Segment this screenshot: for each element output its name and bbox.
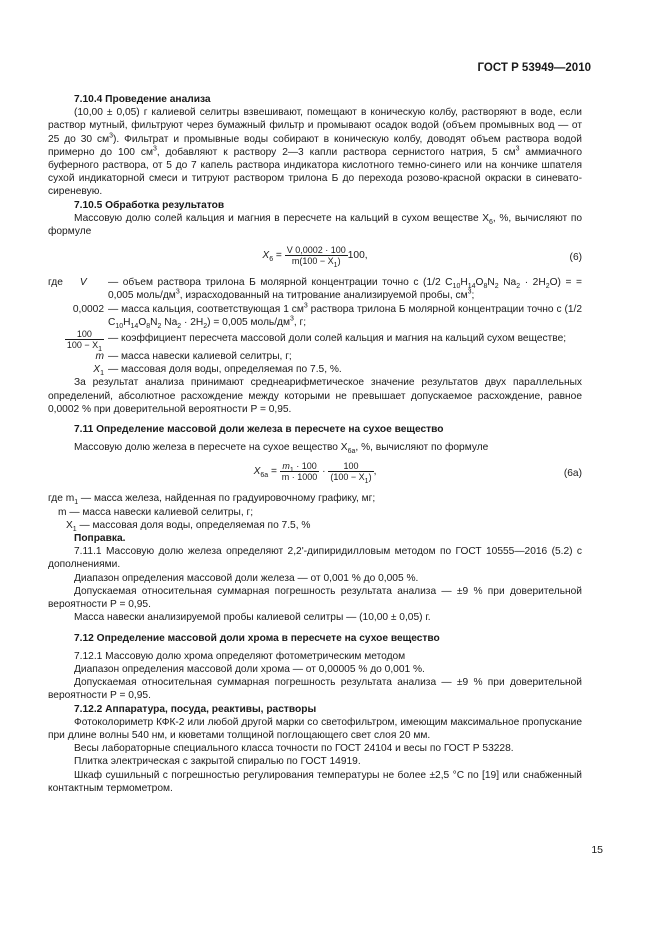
section-7-12-2-hotplate: Плитка электрическая с закрытой спиралью по ГОСТ 14919.: [74, 756, 361, 768]
definition-0-0002: 0,0002 — масса кальция, соответствующая 1 $см^3$ раствора трилона Б молярной концентрации точно c (1/2 $C_{10}H_{14}O_8N_2$ $Na_2 \cdot 2H_2) = 0,005$ моль/$дм^3$, г;: [72, 302, 582, 330]
definition-m: m — масса навески калиевой селитры, г;: [95, 351, 292, 363]
section-7-12-2-photometer: Фотоколориметр КФК-2 или любой другой марки со светофильтром, имеющим максимальное пропускание при длине волны 540 нм, и кюветами толщиной поглощающего свет слоя 20 мм.: [48, 716, 582, 741]
definition-x1-6a: $X_1$ — массовая доля воды, определяемая по 7.5, %: [66, 519, 311, 533]
section-7-11-range: Диапазон определения массовой доли железа — от 0,001 % до 0,005 %.: [74, 572, 419, 584]
formula-6a: $X_{6a}$ = $\frac{m_1 \cdot 100}{m \cdot 1000}$ · $\frac{100}{(100 - X_1)}$ , (6a): [253, 461, 582, 486]
formula-6: $X_6$ = $\frac{V 0,0002 \cdot 100}{m(100 - X_1)}$ 100, (6): [262, 245, 582, 270]
definition-m1: где $m_1$ — масса железа, найденная по градуировочному графику, мг;: [48, 493, 376, 507]
definition-v: где V — объем раствора трилона Б молярной концентрации точно c (1/2 $C_{10}H_{14}O_8N_2$ $Na_2 \cdot 2H_2O$) = = 0,005 моль/$дм^3$, израсходованный на титрование анализируемой пробы, $см^3$;: [48, 277, 582, 302]
section-7-10-4-text: (10,00 ± 0,05) г калиевой селитры взвешивают, помещают в коническую колбу, растворяют в воде, если раствор мутный, фильтруют через бумажный фильтр и промывают осадок водой (объем промывных вод — от 25 до 30 $см^3$). Фильтрат и промывные воды собирают в коническую колбу, доводят объем раствора водой примерно до 100 $см^3$, добавляют к раствору 2—3 капли раствора сернистого натрия, 5 $см^3$ аммиачного буферного раствора, от 5 до 7 капель раствора индикатора кислотного темно-синего или на кончике шпателя сухой индикаторной смеси и титруют раствором трилона Б до перехода розово-красной окраски в синевато-сиреневую.: [48, 107, 582, 198]
section-7-11-error: Допускаемая относительная суммарная погрешность результата анализа — ±9 % при доверительной вероятности P = 0,95.: [48, 585, 582, 611]
document-body: [48, 93, 582, 795]
section-7-11-title: 7.11 Определение массовой доли железа в пересчете на сухое вещество: [74, 424, 444, 436]
section-7-11-1: 7.11.1 Массовую долю железа определяют 2,2'-дипиридилловым методом по ГОСТ 10555—2016 (5.2) с дополнениями.: [48, 546, 582, 571]
formula-6a-fraction-2: $\frac{100}{(100 - X_1)}$: [330, 461, 372, 486]
section-7-12-1: 7.12.1 Массовую долю хрома определяют фотометрическим методом: [74, 650, 406, 662]
section-7-10-5-intro: Массовую долю солей кальция и магния в пересчете на кальций в сухом веществе $X_6$, %, вычисляют по формуле: [48, 212, 583, 238]
definition-m-6a: m — масса навески калиевой селитры, г;: [58, 506, 254, 518]
formula-6-fraction: $\frac{V 0,0002 \cdot 100}{m(100 - X_1)}$: [286, 245, 346, 270]
amendment-label: Поправка.: [74, 533, 126, 545]
coefficient-fraction: $\frac{100}{100 - X_1}$: [66, 329, 102, 353]
section-7-12-error: Допускаемая относительная суммарная погрешность результата анализа — ±9 % при доверительной вероятности P = 0,95.: [48, 677, 582, 702]
section-7-11-sample: Масса навески анализируемой пробы калиевой селитры — (10,00 ± 0,05) г.: [74, 612, 431, 624]
section-7-12-title: 7.12 Определение массовой доли хрома в пересчете на сухое вещество: [74, 632, 440, 644]
formula-6-number: (6): [569, 252, 582, 264]
document-header: ГОСТ Р 53949—2010: [477, 62, 591, 74]
formula-6a-number: (6a): [563, 468, 582, 480]
page-number: 15: [591, 844, 603, 856]
section-7-10-5-result: За результат анализа принимают среднеарифметическое значение результатов двух параллельных определений, абсолютное расхождение между которыми не превышает допускаемое расхождение, равное 0,0002 % при доверительной вероятности P = 0,95.: [48, 377, 582, 415]
section-7-12-2-title: 7.12.2 Аппаратура, посуда, реактивы, растворы: [74, 703, 317, 715]
formula-6a-fraction-1: $\frac{m_1 \cdot 100}{m \cdot 1000}$: [281, 461, 318, 483]
section-7-12-2-scales: Весы лабораторные специального класса точности по ГОСТ 24104 и весы по ГОСТ Р 53228.: [74, 743, 514, 755]
definition-coefficient: $\frac{100}{100 - X_1}$ — коэффициент пересчета массовой доли солей кальция и магния на кальций сухом веществе;: [66, 329, 567, 353]
section-7-10-4-title: 7.10.4 Проведение анализа: [74, 94, 211, 105]
section-7-12-range: Диапазон определения массовой доли хрома — от 0,00005 % до 0,001 %.: [74, 663, 425, 675]
section-7-11-intro: Массовую долю железа в пересчете на сухое вещество $X_{6a}$, %, вычисляют по формуле: [74, 442, 489, 456]
section-7-10-5-title: 7.10.5 Обработка результатов: [74, 199, 225, 211]
definition-x1: $X_1$ — массовая доля воды, определяемая по 7.5, %.: [93, 364, 342, 378]
section-7-12-2-oven: Шкаф сушильный с погрешностью регулирования температуры не более ±2,5 °С по [19] или снабженный контактным термометром.: [48, 769, 582, 794]
